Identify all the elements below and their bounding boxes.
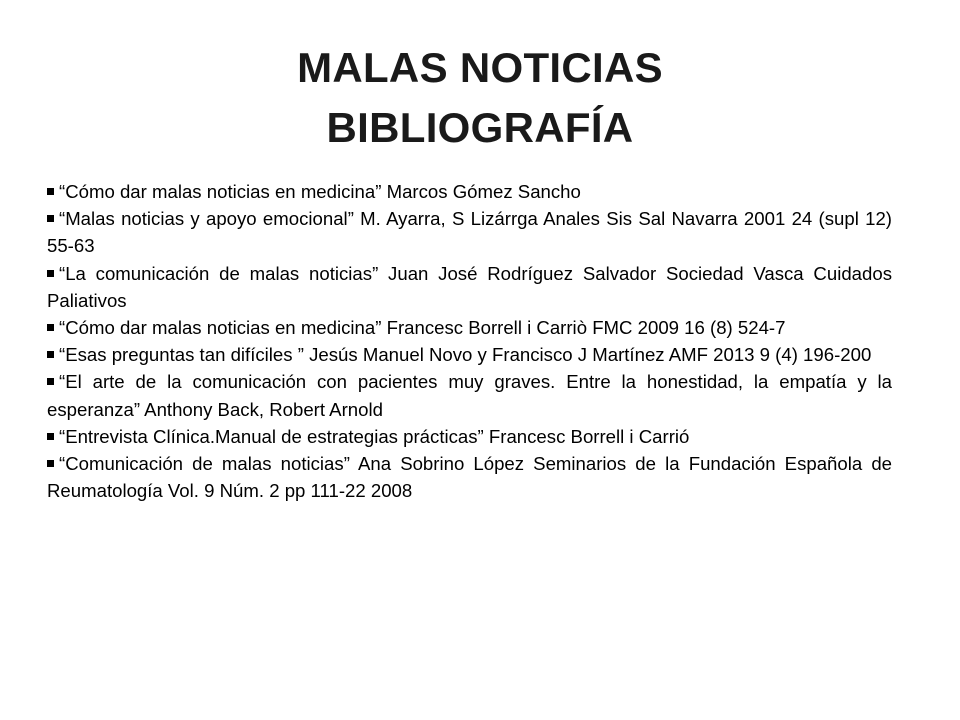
title-line-1: MALAS NOTICIAS [297,44,663,91]
reference-item [47,423,892,450]
reference-text: “Esas preguntas tan difíciles ” Jesús Manuel Novo y Francisco J Martínez AMF 2013 9 (4) 196-200 [59,344,872,366]
reference-item [47,450,892,504]
slide-title [0,38,960,158]
reference-text: “Entrevista Clínica.Manual de estrategias prácticas” Francesc Borrell i Carrió [59,425,690,447]
square-bullet-icon [47,215,54,222]
title-line-2: BIBLIOGRAFÍA [326,104,634,151]
reference-item [47,314,892,341]
square-bullet-icon [47,188,54,195]
reference-text: “Malas noticias y apoyo emocional” M. Ayarra, S Lizárrga Anales Sis Sal Navarra 2001 24 (supl 12) 55-63 [47,208,892,257]
bibliography-list [47,178,892,504]
square-bullet-icon [47,270,54,277]
reference-text: “La comunicación de malas noticias” Juan José Rodríguez Salvador Sociedad Vasca Cuidados Paliativos [47,262,892,311]
square-bullet-icon [47,460,54,467]
reference-item [47,260,892,314]
square-bullet-icon [47,433,54,440]
square-bullet-icon [47,324,54,331]
square-bullet-icon [47,351,54,358]
reference-text: “Cómo dar malas noticias en medicina” Francesc Borrell i Carriò FMC 2009 16 (8) 524-7 [59,317,786,339]
reference-item [47,178,892,205]
reference-text: “Cómo dar malas noticias en medicina” Marcos Gómez Sancho [59,181,581,202]
reference-text: “El arte de la comunicación con pacientes muy graves. Entre la honestidad, la empatía y la esperanza” Anthony Back, Robert Arnold [47,371,892,420]
square-bullet-icon [47,378,54,385]
reference-item [47,368,892,422]
reference-item [47,341,892,368]
reference-text: “Comunicación de malas noticias” Ana Sobrino López Seminarios de la Fundación Española de Reumatología Vol. 9 Núm. 2 pp 111-22 2008 [47,453,892,502]
reference-item [47,205,892,259]
